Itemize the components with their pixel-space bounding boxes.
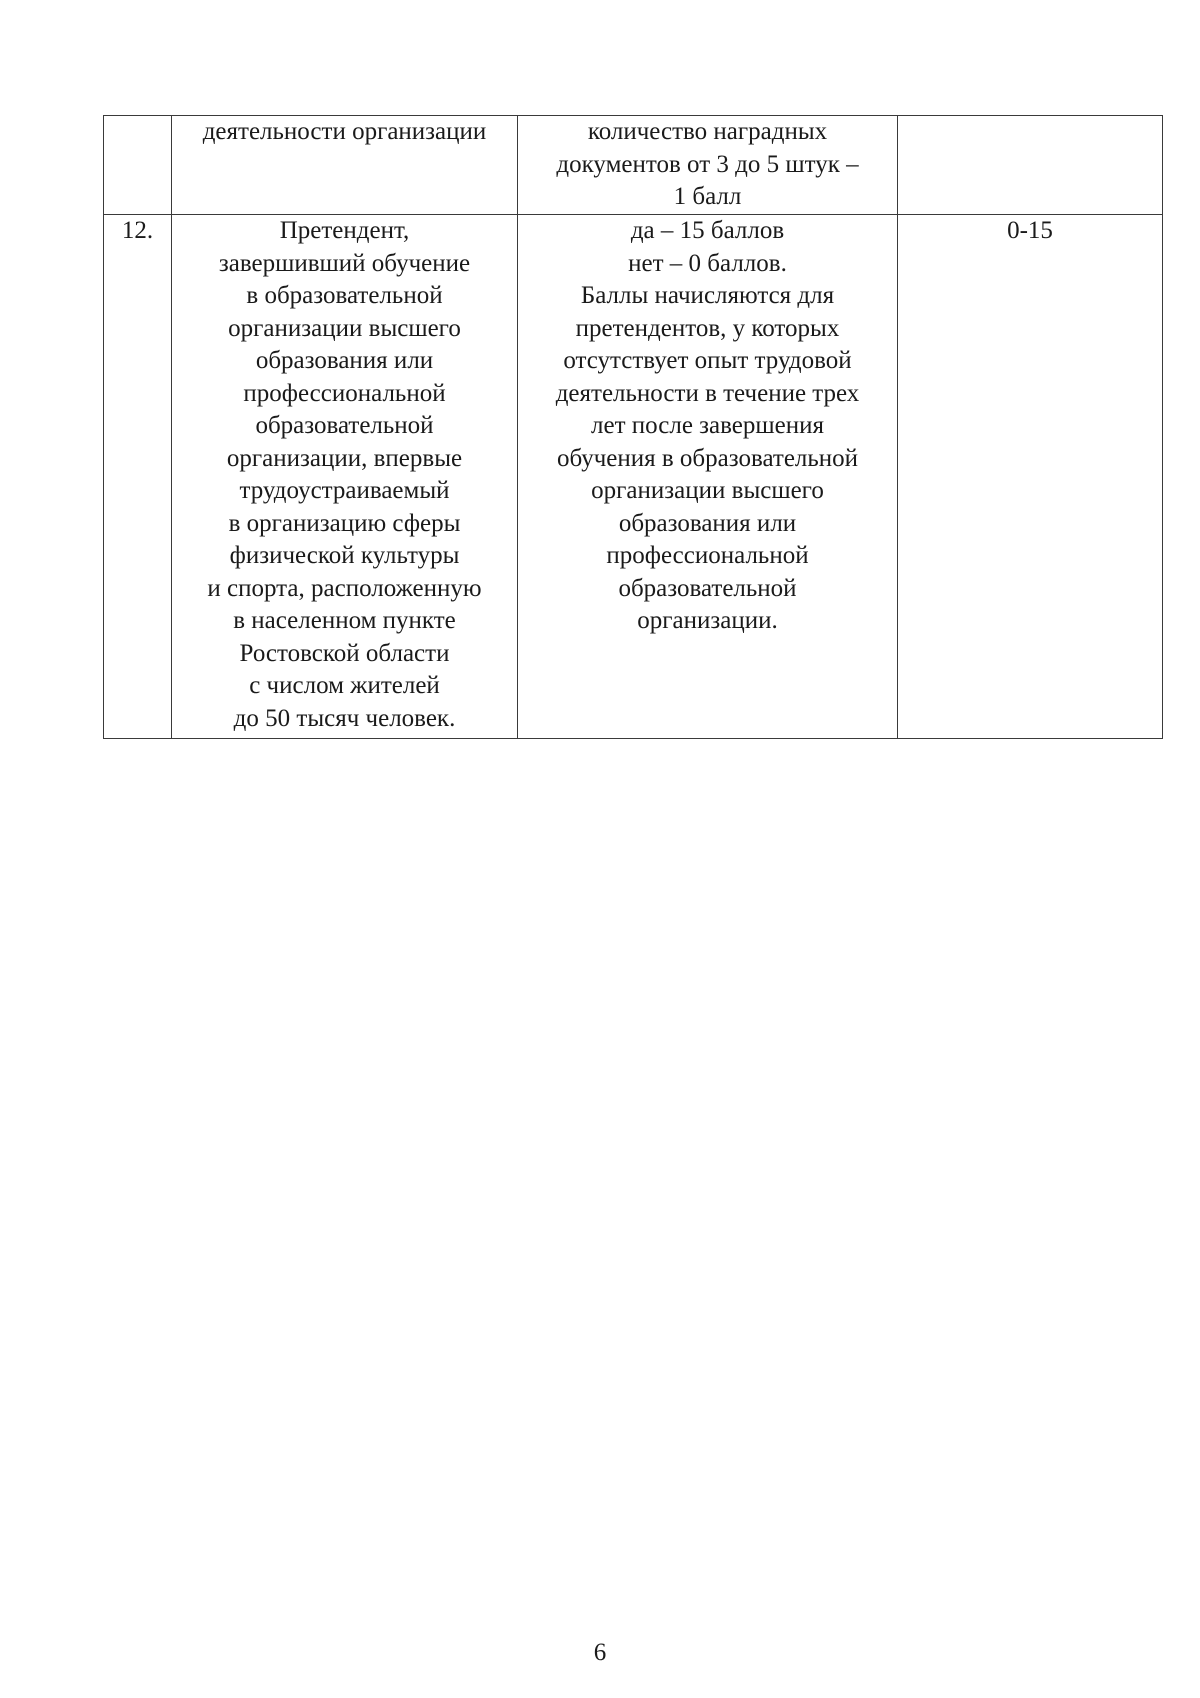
criteria-line: Ростовской области <box>239 639 450 667</box>
method-line: обучения в образовательной <box>556 444 859 472</box>
criteria-line: образовательной <box>255 412 434 439</box>
method-line: Баллы начисляются для <box>580 282 835 309</box>
method-line: документов от 3 до 5 штук – <box>556 150 859 178</box>
method-cell <box>518 215 898 739</box>
score-value: 0-15 <box>1007 217 1053 244</box>
criteria-cell <box>172 116 518 215</box>
criteria-table <box>103 115 1163 739</box>
criteria-line: образования или <box>255 347 434 374</box>
method-line: профессиональной <box>606 542 809 569</box>
method-line: лет после завершения <box>591 412 824 439</box>
criteria-line: в населенном пункте <box>233 607 456 634</box>
row-number-cell <box>104 215 172 739</box>
criteria-line: и спорта, расположенную <box>207 574 482 602</box>
criteria-line: с числом жителей <box>249 672 440 699</box>
criteria-line: в образовательной <box>246 282 443 309</box>
criteria-line: организации высшего <box>228 314 461 342</box>
method-line: деятельности в течение трех <box>555 379 860 407</box>
criteria-line: завершивший обучение <box>218 249 471 277</box>
method-line: организации высшего <box>591 477 824 504</box>
method-line: претендентов, у которых <box>575 314 840 342</box>
method-line: отсутствует опыт трудовой <box>563 347 852 374</box>
table-row <box>104 215 1163 739</box>
criteria-line: трудоустраиваемый <box>239 477 450 504</box>
score-cell <box>898 215 1163 739</box>
criteria-line: Претендент, <box>279 217 410 244</box>
criteria-line: физической культуры <box>229 542 460 569</box>
method-line: образовательной <box>618 574 797 602</box>
criteria-line: до 50 тысяч человек. <box>233 704 456 732</box>
criteria-line: в организацию сферы <box>228 509 461 537</box>
row-number: 12. <box>121 217 154 244</box>
criteria-line: организации, впервые <box>226 444 463 472</box>
method-cell <box>518 116 898 215</box>
method-line: количество наградных <box>587 118 828 145</box>
method-line: организации. <box>637 607 778 634</box>
method-line: нет – 0 баллов. <box>628 249 787 277</box>
method-line: 1 балл <box>673 183 742 210</box>
page-number: 6 <box>593 1639 607 1666</box>
table-row <box>104 116 1163 215</box>
criteria-line: деятельности организации <box>202 118 487 145</box>
criteria-cell <box>172 215 518 739</box>
criteria-line: профессиональной <box>243 379 446 407</box>
score-cell <box>898 116 1163 215</box>
method-line: образования или <box>618 509 797 537</box>
method-line: да – 15 баллов <box>630 217 785 244</box>
row-number-cell <box>104 116 172 215</box>
